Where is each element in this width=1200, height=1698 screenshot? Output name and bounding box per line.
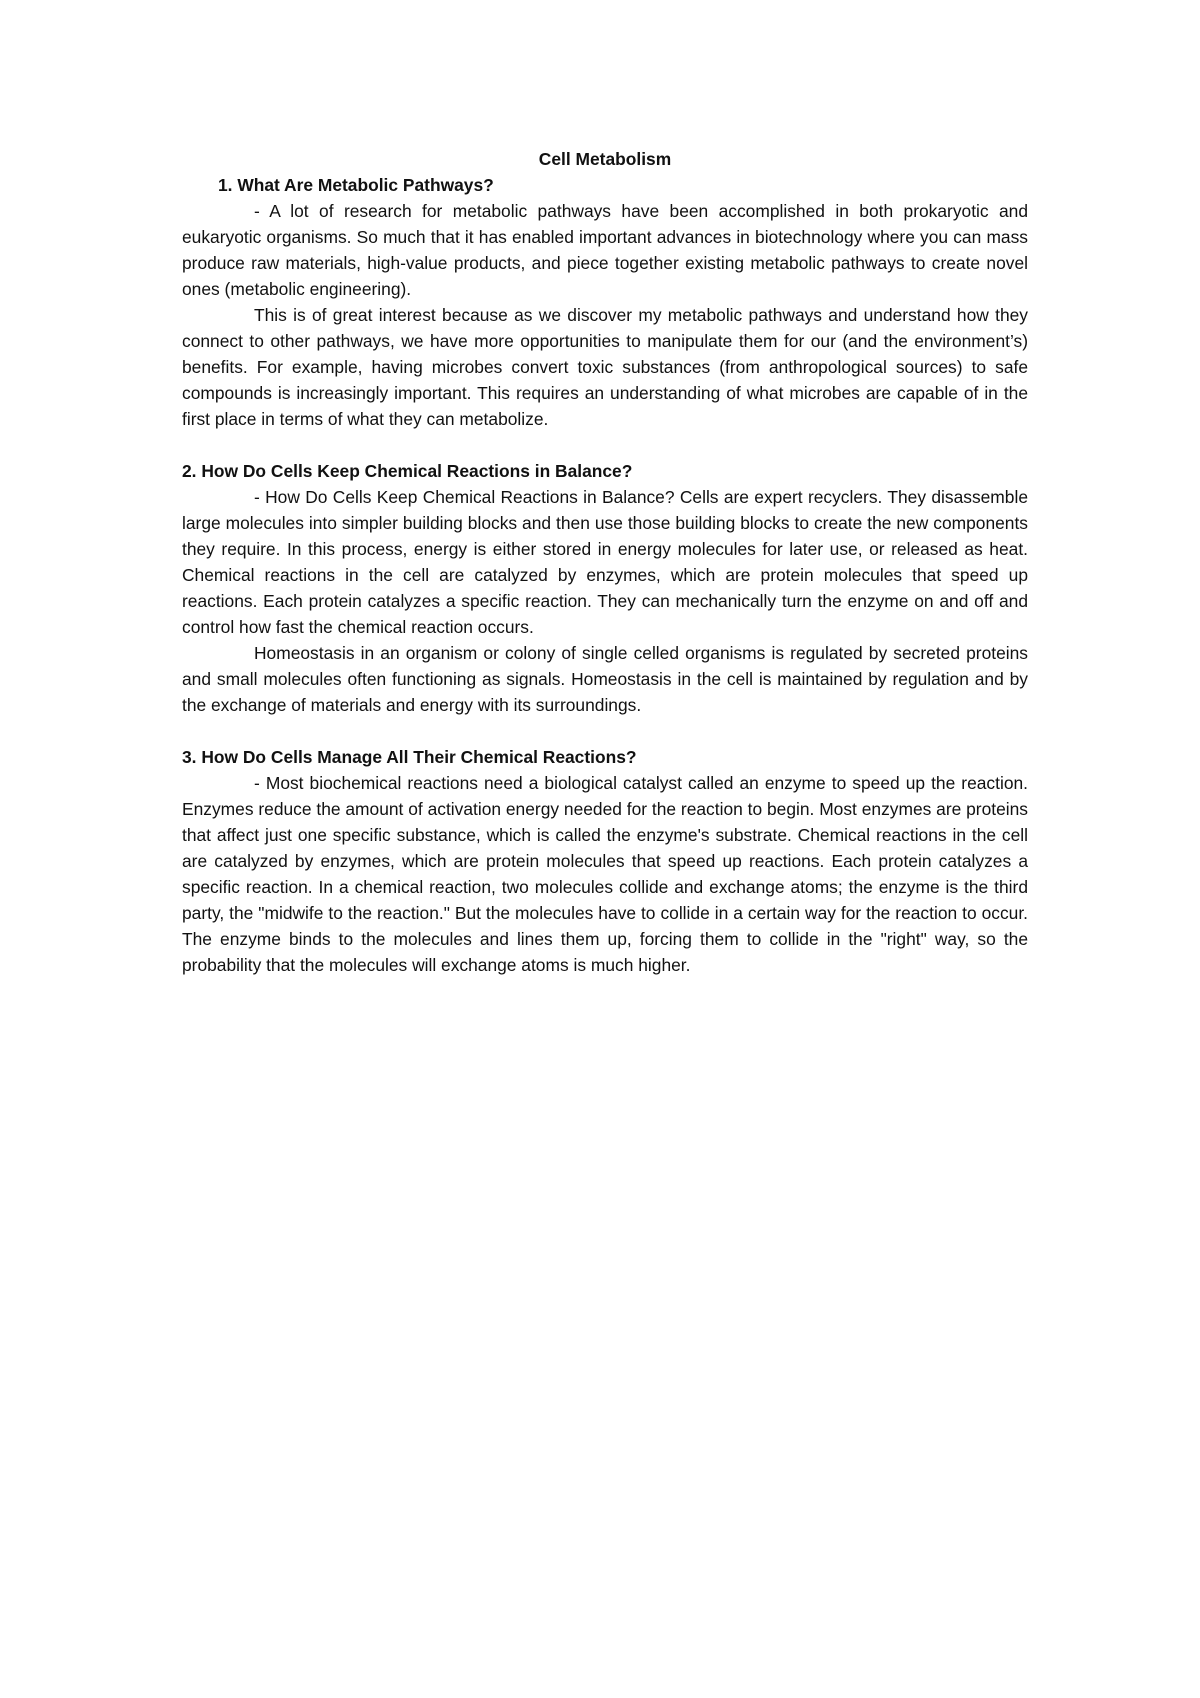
document-title: Cell Metabolism bbox=[538, 149, 672, 169]
section-metabolic-pathways bbox=[182, 172, 1028, 432]
section-chemical-balance bbox=[182, 458, 1028, 718]
section-heading: 1. What Are Metabolic Pathways? bbox=[218, 175, 494, 195]
section-paragraph: This is of great interest because as we discover my metabolic pathways and understand how they connect to other pathways, we have more opportunities to manipulate them for our (and the environment’s) benefits. For example, having microbes convert toxic substances (from anthropological sources) to safe compounds is increasingly important. This requires an understanding of what microbes are capable of in the first place in terms of what they can metabolize. bbox=[182, 305, 1028, 429]
section-paragraph: - Most biochemical reactions need a biological catalyst called an enzyme to speed up the reaction. Enzymes reduce the amount of activation energy needed for the reaction to begin. Most enzymes are proteins that affect just one specific substance, which is called the enzyme's substrate. Chemical reactions in the cell are catalyzed by enzymes, which are protein molecules that speed up reactions. Each protein catalyzes a specific reaction. In a chemical reaction, two molecules collide and exchange atoms; the enzyme is the third party, the "midwife to the reaction." But the molecules have to collide in a certain way for the reaction to occur. The enzyme binds to the molecules and lines them up, forcing them to collide in the "right" way, so the probability that the molecules will exchange atoms is much higher. bbox=[182, 773, 1028, 975]
section-paragraph: Homeostasis in an organism or colony of single celled organisms is regulated by secreted proteins and small molecules often functioning as signals. Homeostasis in the cell is maintained by regulation and by the exchange of materials and energy with its surroundings. bbox=[182, 643, 1028, 715]
section-manage-reactions bbox=[182, 744, 1028, 978]
section-paragraph: - How Do Cells Keep Chemical Reactions in Balance? Cells are expert recyclers. They disassemble large molecules into simpler building blocks and then use those building blocks to create the new components they require. In this process, energy is either stored in energy molecules for later use, or released as heat. Chemical reactions in the cell are catalyzed by enzymes, which are protein molecules that speed up reactions. Each protein catalyzes a specific reaction. They can mechanically turn the enzyme on and off and control how fast the chemical reaction occurs. bbox=[182, 487, 1028, 637]
section-paragraph: - A lot of research for metabolic pathways have been accomplished in both prokaryotic and eukaryotic organisms. So much that it has enabled important advances in biotechnology where you can mass produce raw materials, high-value products, and piece together existing metabolic pathways to create novel ones (metabolic engineering). bbox=[182, 201, 1028, 299]
document-body bbox=[182, 146, 1028, 978]
section-heading: 2. How Do Cells Keep Chemical Reactions in Balance? bbox=[182, 461, 633, 481]
section-heading: 3. How Do Cells Manage All Their Chemical Reactions? bbox=[182, 747, 637, 767]
